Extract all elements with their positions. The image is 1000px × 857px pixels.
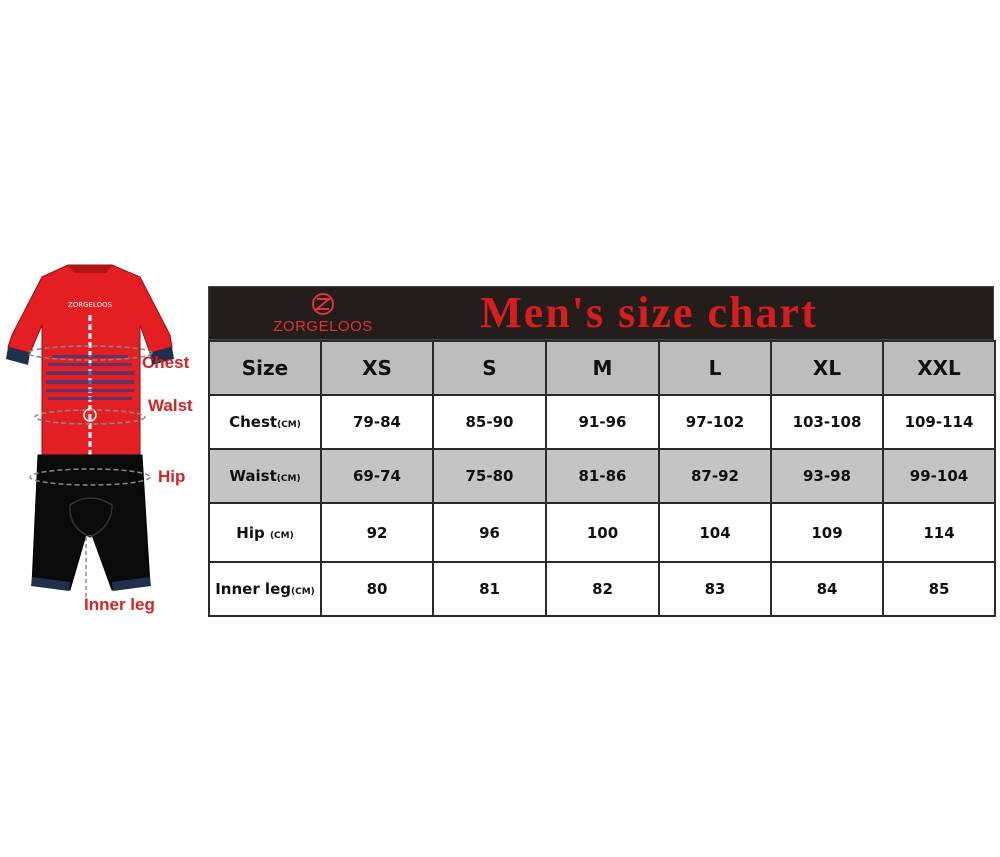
- size-row-label: Size: [209, 341, 321, 395]
- table-cell: 81: [433, 562, 546, 616]
- hip-unit: (CM): [269, 530, 294, 541]
- table-cell: 91-96: [546, 395, 659, 449]
- table-cell: 84: [771, 562, 883, 616]
- table-cell: 104: [659, 503, 771, 562]
- chest-label: Chest: [142, 353, 190, 372]
- hip-row-label: [209, 503, 321, 562]
- chest-row-label: [209, 395, 321, 449]
- table-cell: 75-80: [433, 449, 546, 503]
- table-cell: 114: [883, 503, 995, 562]
- brand-logo-text: ZORGELOOS: [273, 318, 373, 335]
- table-cell: 109-114: [883, 395, 995, 449]
- hip-label: Hip: [158, 467, 186, 486]
- size-l: L: [659, 341, 771, 395]
- table-cell: 69-74: [321, 449, 433, 503]
- inner-leg-row: [209, 562, 995, 616]
- waist-unit: (CM): [276, 474, 301, 484]
- size-s: S: [433, 341, 546, 395]
- inner-leg-label: Inner leg: [84, 595, 155, 614]
- kit-illustration: [0, 255, 210, 625]
- table-cell: 99-104: [883, 449, 995, 503]
- waist-row-label: [209, 449, 321, 503]
- chest-unit: (CM): [277, 420, 301, 430]
- jersey-brand-text: ZORGELOOS: [67, 301, 113, 309]
- table-cell: 85: [883, 562, 995, 616]
- size-xxl: XXL: [883, 341, 995, 395]
- size-table: [208, 340, 996, 617]
- inner-leg-row-label-text: Inner leg: [215, 580, 291, 598]
- table-cell: 93-98: [771, 449, 883, 503]
- table-cell: 109: [771, 503, 883, 562]
- hip-row: [209, 503, 995, 562]
- size-xl: XL: [771, 341, 883, 395]
- waist-label: Walst: [148, 396, 193, 415]
- size-chart: [208, 286, 994, 617]
- size-header-row: [209, 341, 995, 395]
- chart-title: Men's size chart: [480, 288, 818, 337]
- table-cell: 79-84: [321, 395, 433, 449]
- waist-row-label-text: Waist: [229, 467, 277, 485]
- table-cell: 97-102: [659, 395, 771, 449]
- collar: [68, 265, 112, 273]
- waist-row: [209, 449, 995, 503]
- brand-logo: [253, 291, 393, 337]
- shorts-shape: [32, 455, 150, 590]
- table-cell: 83: [659, 562, 771, 616]
- chest-row-label-text: Chest: [229, 413, 278, 431]
- table-cell: 81-86: [546, 449, 659, 503]
- chest-row: [209, 395, 995, 449]
- cycling-kit-drawing: [0, 255, 210, 625]
- chart-header: [208, 286, 994, 340]
- table-cell: 96: [433, 503, 546, 562]
- table-cell: 87-92: [659, 449, 771, 503]
- hip-row-label-text: Hip: [236, 523, 265, 542]
- size-m: M: [546, 341, 659, 395]
- table-cell: 92: [321, 503, 433, 562]
- table-cell: 100: [546, 503, 659, 562]
- table-cell: 80: [321, 562, 433, 616]
- table-cell: 85-90: [433, 395, 546, 449]
- size-xs: XS: [321, 341, 433, 395]
- table-cell: 82: [546, 562, 659, 616]
- inner-leg-unit: (CM): [291, 587, 315, 597]
- table-cell: 103-108: [771, 395, 883, 449]
- inner-leg-row-label: [209, 562, 321, 616]
- brand-logo-mark-icon: [253, 291, 393, 321]
